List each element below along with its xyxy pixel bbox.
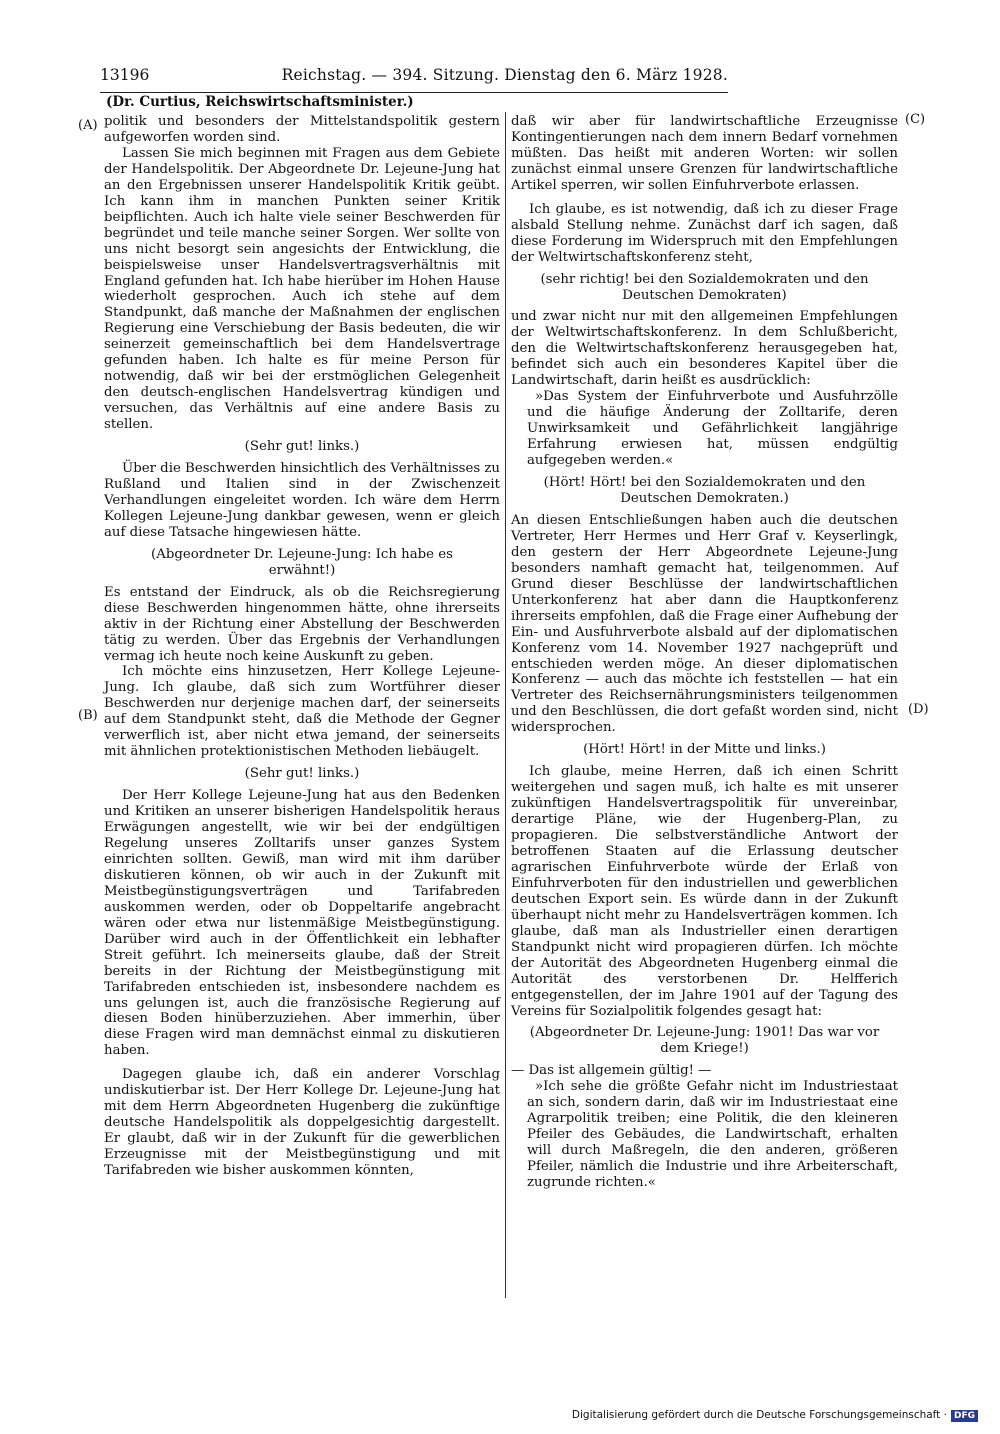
paragraph: politik und besonders der Mittelstandspolitik gestern aufgeworfen worden sind. (104, 114, 500, 145)
paragraph: Ich möchte eins hinzusetzen, Herr Kollege Lejeune-Jung. Ich glaube, daß sich zum Wortführer dieser Beschwerden nur derjenige machen darf, der seinerseits auf dem Standpunkt steht, daß die Methode der Gegner verwerflich ist, aber nicht etwa jemand, der seinerseits mit ähnlichen protektionistischen Methoden liebäugelt. (104, 664, 500, 760)
margin-mark-b: (B) (78, 708, 98, 723)
margin-mark-c: (C) (905, 112, 926, 127)
interjection: (Sehr gut! links.) (244, 766, 360, 782)
quotation: »Das System der Einfuhrverbote und Ausfuhrzölle und die häufige Änderung der Zolltarife, deren Unwirksamkeit und Gefährlichkeit langjährige Erfahrung erwiesen hat, müssen endgültig aufgegeben werden.« (527, 389, 898, 469)
paragraph: Dagegen glaube ich, daß ein anderer Vorschlag undiskutierbar ist. Der Herr Kollege Dr. Lejeune-Jung hat mit dem Herrn Abgeordneten Hugenberg die zukünftige deutsche Handelspolitik als doppelgesichtig dargestellt. Er glaubt, daß wir in der Zukunft für die gewerblichen Erzeugnisse mit der Meistbegünstigung und mit Tarifabreden wie bisher auskommen könnten, (104, 1067, 500, 1179)
dfg-logo: DFG (951, 1410, 978, 1422)
margin-mark-d: (D) (908, 702, 929, 717)
interjection: (Sehr gut! links.) (244, 439, 360, 455)
paragraph: Über die Beschwerden hinsichtlich des Verhältnisses zu Rußland und Italien sind in der Zwischenzeit Verhandlungen eingeleitet worden. Ich wäre dem Herrn Kollegen Lejeune-Jung dankbar gewesen, wenn er gleich auf diese Tatsache hingewiesen hätte. (104, 461, 500, 540)
interjection: (Hört! Hört! in der Mitte und links.) (583, 742, 826, 758)
quotation: »Ich sehe die größte Gefahr nicht im Industriestaat an sich, sondern darin, daß wir im Industriestaat eine Agrarpolitik treiben; eine Politik, die den kleineren Pfeiler des Gebäudes, die Landwirtschaft, erhalten will durch Maßregeln, die den anderen, größeren Pfeiler, nämlich die Industrie und ihre Arbeiterschaft, zugrunde richten.« (527, 1079, 898, 1191)
column-divider (505, 112, 506, 1298)
interjection: (Abgeordneter Dr. Lejeune-Jung: Ich habe es erwähnt!) (151, 546, 453, 578)
footer (572, 1409, 978, 1422)
paragraph: — Das ist allgemein gültig! — (511, 1063, 712, 1079)
paragraph: daß wir aber für landwirtschaftliche Erzeugnisse Kontingentierungen nach dem innern Bedarf vornehmen müßten. Das heißt mit anderen Worten: wir sollen zunächst einmal unsere Grenzen für landwirtschaftliche Artikel sperren, wir sollen Einfuhrverbote erlassen. (511, 114, 898, 193)
paragraph: Ich glaube, meine Herren, daß ich einen Schritt weitergehen und sagen muß, ich halte es mit unserer zukünftigen Handelsvertragspolitik für unvereinbar, derartige Pläne, wie der Hugenberg-Plan, zu propagieren. Die selbstverständliche Antwort der betroffenen Staaten auf die Erlassung deutscher agrarischen Einfuhrverbote würde der Erlaß von Einfuhrverboten für den industriellen und gewerblichen deutschen Export sein. Es würde dann in der Zukunft überhaupt nicht mehr zu Handelsverträgen kommen. Ich glaube, daß man als Industrieller einen derartigen Standpunkt nicht wird propagieren dürfen. Ich möchte der Autorität des Abgeordneten Hugenberg einmal die Autorität des verstorbenen Dr. Helfferich entgegenstellen, der im Jahre 1901 auf der Tagung des Vereins für Sozialpolitik folgendes gesagt hat: (511, 764, 898, 1019)
interjection: (Hört! Hört! bei den Sozialdemokraten und den Deutschen Demokraten.) (543, 475, 866, 506)
paragraph: Der Herr Kollege Lejeune-Jung hat aus den Bedenken und Kritiken an unserer bisherigen Handelspolitik heraus Erwägungen angestellt, wie wir bei der endgültigen Regelung unseres Zolltarifs unser ganzes System einrichten sollten. Gewiß, man wird mit ihm darüber diskutieren können, ob wir auch in der Zukunft mit Meistbegünstigungsverträgen und Tarifabreden auskommen werden, oder ob Doppeltarife angebracht wären oder etwa nur listenmäßige Meistbegünstigung. Darüber wird auch in der Öffentlichkeit ein lebhafter Streit geführt. Ich meinerseits glaube, daß der Streit bereits in der Richtung der Meistbegünstigung mit Tarifabreden entschieden ist, insbesondere nachdem es uns gelungen ist, auch die französische Regierung auf diesen Boden hinüberzuziehen. Aber immerhin, über diese Fragen wird man demnächst einmal zu diskutieren haben. (104, 788, 500, 1059)
interjection: (sehr richtig! bei den Sozialdemokraten und den Deutschen Demokraten) (540, 271, 869, 303)
paragraph: Ich glaube, es ist notwendig, daß ich zu dieser Frage alsbald Stellung nehme. Zunächst darf ich sagen, daß diese Forderung im Widerspruch mit den Empfehlungen der Weltwirtschaftskonferenz steht, (511, 201, 898, 265)
paragraph: Es entstand der Eindruck, als ob die Reichsregierung diese Beschwerden hingenommen hätte, ohne ihrerseits aktiv in der Richtung einer Abstellung der Beschwerden tätig zu werden. Über das Ergebnis der Verhandlungen vermag ich heute noch keine Auskunft zu geben. (104, 584, 500, 664)
running-head: Reichstag. — 394. Sitzung. Dienstag den 6. März 1928. (281, 66, 728, 84)
margin-mark-a: (A) (78, 118, 98, 133)
header-rule (100, 92, 728, 93)
interjection: (Abgeordneter Dr. Lejeune-Jung: 1901! Das war vor dem Kriege!) (529, 1025, 880, 1057)
paragraph: Lassen Sie mich beginnen mit Fragen aus dem Gebiete der Handelspolitik. Der Abgeordnete Dr. Lejeune-Jung hat an den Ergebnissen unserer Handelspolitik Kritik geübt. Ich kann ihm in manchen Punkten seiner Kritik beipflichten. Auch ich halte viele seiner Beschwerden für begründet und teile manche seiner Sorgen. Wer sollte von uns nicht besorgt sein angesichts der Entwicklung, die beispielsweise unser Handelsvertragsverhältnis mit England gefunden hat. Ich habe hierüber im Hohen Hause wiederholt gesprochen. Auch ich stehe auf dem Standpunkt, daß manche der Maßnahmen der englischen Regierung eine Verschiebung der Basis bedeuten, die wir seinerzeit gemeinschaftlich bei dem Handelsvertrage gefunden haben. Ich halte es für meine Person für notwendig, daß wir bei der erstmöglichen Gelegenheit den deutsch-englischen Handelsvertrag kündigen und versuchen, das Verhältnis auf eine andere Basis zu stellen. (104, 145, 501, 433)
right-column (511, 114, 898, 1191)
paragraph: und zwar nicht nur mit den allgemeinen Empfehlungen der Weltwirtschaftskonferenz. In dem Schlußbericht, den die Weltwirtschaftskonferenz herausgegeben hat, befindet sich auch ein besonderes Kapitel über die Landwirtschaft, darin heißt es ausdrücklich: (511, 309, 898, 389)
page-header (100, 62, 728, 88)
left-column (104, 114, 500, 1179)
page-number: 13196 (100, 66, 150, 84)
paragraph: An diesen Entschließungen haben auch die deutschen Vertreter, Herr Hermes und Herr Graf v. Keyserlingk, den gestern der Herr Abgeordnete Lejeune-Jung besonders namhaft gemacht hat, teilgenommen. Auf Grund dieser Beschlüsse der landwirtschaftlichen Unterkonferenz hat aber dann die Hauptkonferenz ihrerseits empfohlen, daß die Frage einer Aufhebung der Ein- und Ausfuhrverbote alsbald auf der diplomatischen Konferenz vom 14. November 1927 nachgeprüft und entschieden werden möge. An dieser diplomatischen Konferenz — auch das möchte ich feststellen — hat ein Vertreter des Reichsernährungsministers teilgenommen und den Beschlüssen, die dort gefaßt worden sind, nicht widersprochen. (511, 512, 898, 736)
speaker-line: (Dr. Curtius, Reichswirtschaftsminister.) (106, 94, 414, 110)
footer-text: Digitalisierung gefördert durch die Deutsche Forschungsgemeinschaft · (571, 1409, 947, 1421)
